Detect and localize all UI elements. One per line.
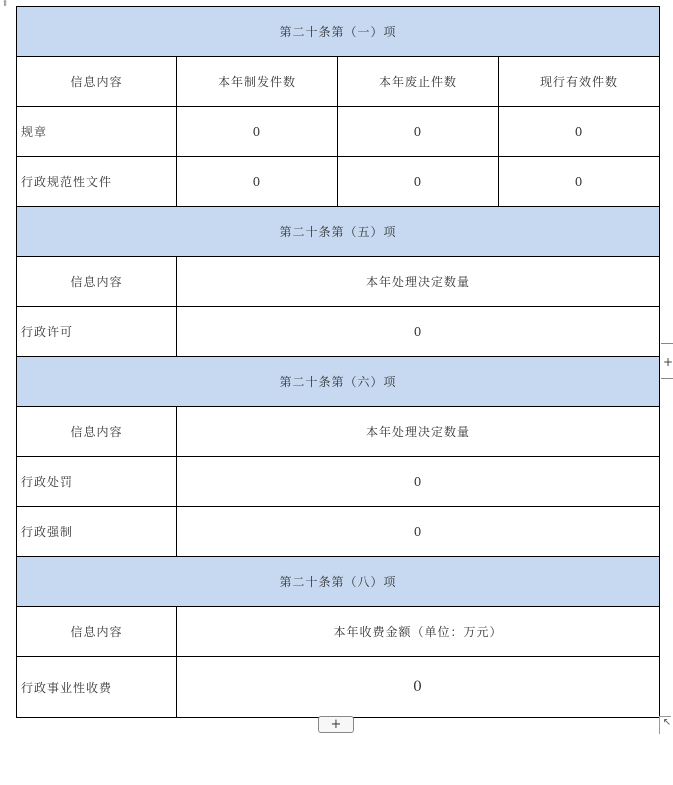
row-label[interactable]: 规章 (17, 107, 177, 157)
header-cell[interactable]: 本年制发件数 (177, 57, 338, 107)
disclosure-table (16, 6, 660, 718)
row-label[interactable]: 行政处罚 (17, 457, 177, 507)
value-cell[interactable]: 0 (177, 507, 660, 557)
header-cell[interactable]: 信息内容 (17, 607, 177, 657)
section-header-row (17, 207, 660, 257)
header-cell[interactable]: 信息内容 (17, 407, 177, 457)
column-header-row (17, 57, 660, 107)
section-title[interactable]: 第二十条第（六）项 (17, 357, 660, 407)
header-cell[interactable]: 本年处理决定数量 (177, 407, 660, 457)
table-resize-handle[interactable]: ↖ (659, 716, 671, 734)
header-cell[interactable]: 信息内容 (17, 57, 177, 107)
column-header-row (17, 257, 660, 307)
add-column-button[interactable]: + (661, 343, 673, 379)
header-cell[interactable]: 现行有效件数 (499, 57, 660, 107)
row-label[interactable]: 行政许可 (17, 307, 177, 357)
table-row (17, 107, 660, 157)
table-row (17, 157, 660, 207)
table-move-handle[interactable]: ⇕ (1, 0, 9, 8)
row-label[interactable]: 行政强制 (17, 507, 177, 557)
table-row (17, 507, 660, 557)
section-title[interactable]: 第二十条第（五）项 (17, 207, 660, 257)
section-title[interactable]: 第二十条第（一）项 (17, 7, 660, 57)
value-cell[interactable]: 0 (177, 307, 660, 357)
section-header-row (17, 557, 660, 607)
value-cell[interactable]: 0 (177, 157, 338, 207)
row-label[interactable]: 行政事业性收费 (17, 657, 177, 718)
column-header-row (17, 407, 660, 457)
table-row (17, 307, 660, 357)
value-cell[interactable]: 0 (499, 107, 660, 157)
value-cell[interactable]: 0 (338, 107, 499, 157)
value-cell[interactable]: 0 (499, 157, 660, 207)
header-cell[interactable]: 信息内容 (17, 257, 177, 307)
header-cell[interactable]: 本年收费金额（单位：万元） (177, 607, 660, 657)
section-header-row (17, 357, 660, 407)
value-cell[interactable]: 0 (338, 157, 499, 207)
section-header-row (17, 7, 660, 57)
value-cell[interactable]: 0 (177, 457, 660, 507)
value-cell[interactable]: 0 (177, 107, 338, 157)
add-row-button[interactable]: + (318, 716, 354, 733)
value-cell[interactable]: 0 (177, 657, 660, 718)
section-title[interactable]: 第二十条第（八）项 (17, 557, 660, 607)
column-header-row (17, 607, 660, 657)
header-cell[interactable]: 本年废止件数 (338, 57, 499, 107)
table-row (17, 457, 660, 507)
header-cell[interactable]: 本年处理决定数量 (177, 257, 660, 307)
row-label[interactable]: 行政规范性文件 (17, 157, 177, 207)
table-row (17, 657, 660, 718)
